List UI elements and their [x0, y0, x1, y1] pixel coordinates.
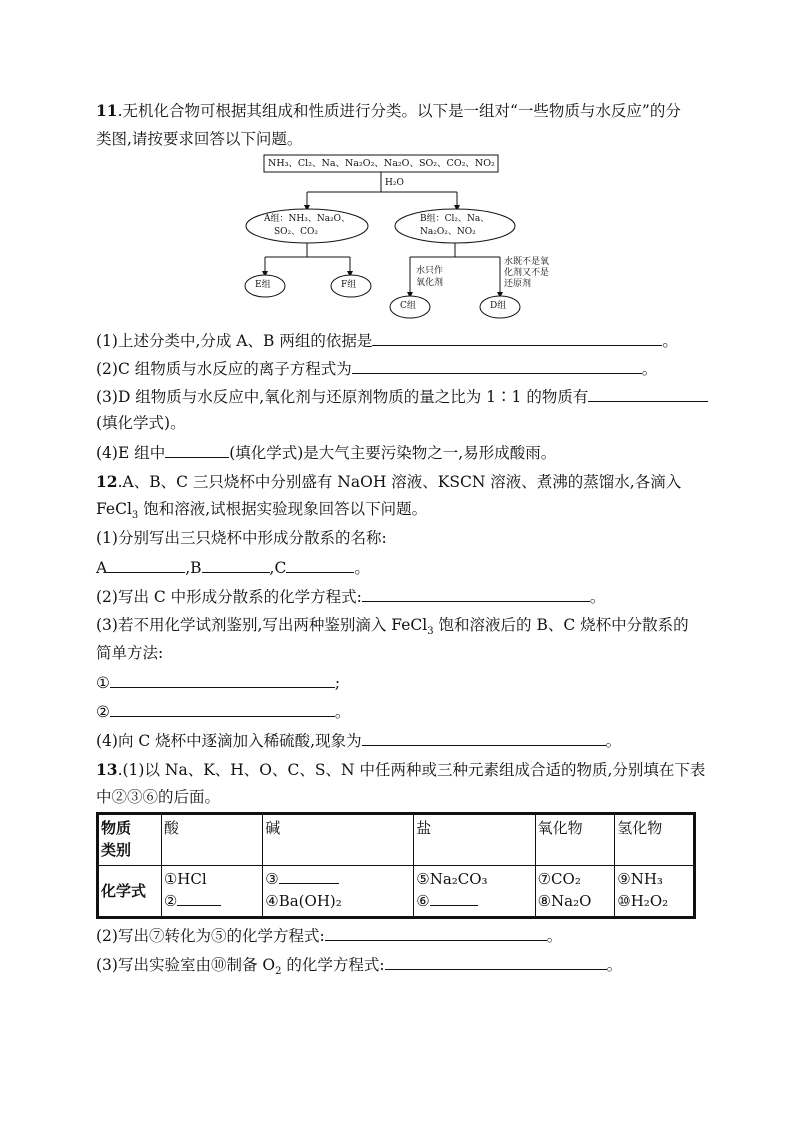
- table-cell-salt: ⑤Na₂CO₃ ⑥: [414, 866, 535, 918]
- q11-part3-line1: (3)D 组物质与水反应中,氧化剂与还原剂物质的量之比为 1∶1 的物质有: [96, 386, 708, 407]
- diagram-reagent: H₂O: [385, 178, 404, 188]
- q11-stem-line2: 类图,请按要求回答以下问题。: [96, 130, 303, 148]
- table-salt-answer-blank[interactable]: [430, 890, 478, 906]
- diagram-note-d-line2: 化剂又不是: [504, 268, 550, 278]
- diagram-note-c-line2: 氧化剂: [416, 278, 444, 288]
- table-header-category: 物质 类别: [98, 814, 162, 866]
- q11-part2-answer-blank[interactable]: [352, 358, 642, 374]
- q12-part4: (4)向 C 烧杯中逐滴加入稀硫酸,现象为 。: [96, 732, 622, 750]
- q11-part1-answer-blank[interactable]: [372, 330, 662, 346]
- q12-method1: ① ;: [96, 674, 341, 692]
- q12-stem-line1: 12.A、B、C 三只烧杯中分别盛有 NaOH 溶液、KSCN 溶液、煮沸的蒸馏水,各滴入: [96, 472, 682, 491]
- q12-method1-answer-blank[interactable]: [110, 672, 335, 688]
- classification-diagram: [240, 150, 560, 325]
- diagram-group-d: D组: [490, 301, 507, 311]
- q12-part1: (1)分别写出三只烧杯中形成分散系的名称:: [96, 529, 387, 547]
- q12-part4-answer-blank[interactable]: [362, 730, 606, 746]
- q12-method2-answer-blank[interactable]: [110, 701, 335, 717]
- diagram-group-c: C组: [400, 301, 416, 311]
- table-header-base: 碱: [263, 814, 414, 866]
- diagram-group-b-line2: Na₂O₂、NO₂: [420, 227, 476, 237]
- q12-method2: ② 。: [96, 703, 351, 721]
- q12-answer-c-blank[interactable]: [286, 557, 354, 573]
- diagram-group-b-line1: B组：Cl₂、Na、: [420, 214, 490, 224]
- q11-part4: (4)E 组中 (填化学式)是大气主要污染物之一,易形成酸雨。: [96, 444, 557, 462]
- q12-part3-line1: (3)若不用化学试剂鉴别,写出两种鉴别滴入 FeCl$_3$ 饱和溶液后的 B、C 烧杯中分散系的: [96, 616, 689, 638]
- table-header-salt: 盐: [414, 814, 535, 866]
- table-cell-acid: ①HCl ②: [161, 866, 262, 918]
- diagram-group-a-line2: SO₂、CO₂: [274, 227, 319, 237]
- q13-part3: (3)写出实验室由⑩制备 $O_2$ 的化学方程式: 。: [96, 956, 623, 978]
- q12-part3-line2: 简单方法:: [96, 644, 164, 662]
- diagram-top-box-text: NH₃、Cl₂、Na、Na₂O₂、Na₂O、SO₂、CO₂、NO₂: [268, 158, 495, 169]
- table-row-formula: [98, 866, 695, 918]
- q11-part2: (2)C 组物质与水反应的离子方程式为 。: [96, 360, 658, 378]
- q11-part3-answer-blank[interactable]: [588, 386, 708, 402]
- q11-part3-line2: (填化学式)。: [96, 414, 186, 432]
- table-header-acid: 酸: [161, 814, 262, 866]
- diagram-note-d-line3: 还原剂: [504, 279, 532, 289]
- q12-stem-line2: FeCl$_3$ 饱和溶液,试根据实验现象回答以下问题。: [96, 500, 428, 522]
- q13-part2-answer-blank[interactable]: [325, 925, 547, 941]
- q11-stem-line1: [96, 101, 681, 121]
- q13-part2: (2)写出⑦转化为⑤的化学方程式: 。: [96, 927, 563, 945]
- q11-part1: (1)上述分类中,分成 A、B 两组的依据是 。: [96, 332, 678, 350]
- q13-number: 13: [96, 760, 118, 779]
- q11-stem-text: .无机化合物可根据其组成和性质进行分类。以下是一组对“一些物质与水反应”的分: [117, 102, 681, 120]
- table-base-answer-blank[interactable]: [279, 868, 339, 884]
- table-cell-oxide: ⑦CO₂ ⑧Na₂O: [535, 866, 615, 918]
- q13-part3-answer-blank[interactable]: [385, 954, 607, 970]
- q12-part2-answer-blank[interactable]: [362, 586, 590, 602]
- q11-number: 11: [96, 101, 118, 120]
- diagram-note-c-line1: 水只作: [416, 266, 444, 276]
- table-header-oxide: 氧化物: [535, 814, 615, 866]
- diagram-group-e: E组: [255, 280, 271, 290]
- table-header-row: [98, 814, 695, 866]
- q11-part4-answer-blank[interactable]: [165, 442, 229, 458]
- q12-answer-a-blank[interactable]: [107, 557, 185, 573]
- diagram-group-a-line1: A组：NH₃、Na₂O、: [264, 214, 351, 224]
- diagram-note-d-line1: 水既不是氧: [504, 257, 550, 267]
- q12-answer-b-blank[interactable]: [202, 557, 270, 573]
- table-row-label: 化学式: [98, 866, 162, 918]
- q12-number: 12: [96, 472, 118, 491]
- table-cell-hydride: ⑨NH₃ ⑩H₂O₂: [615, 866, 695, 918]
- substance-classification-table: [96, 812, 696, 919]
- q13-stem-line1: 13.(1)以 Na、K、H、O、C、S、N 中任两种或三种元素组成合适的物质,分别填在下表: [96, 760, 706, 779]
- q12-part2: (2)写出 C 中形成分散系的化学方程式: 。: [96, 588, 606, 606]
- table-acid-answer-blank[interactable]: [177, 890, 221, 906]
- table-header-hydride: 氢化物: [615, 814, 695, 866]
- q12-part1-answers: A ,B ,C 。: [96, 559, 370, 577]
- diagram-group-f: F组: [341, 280, 357, 290]
- q13-stem-line2: 中②③⑥的后面。: [96, 788, 221, 806]
- table-cell-base: ③ ④Ba(OH)₂: [263, 866, 414, 918]
